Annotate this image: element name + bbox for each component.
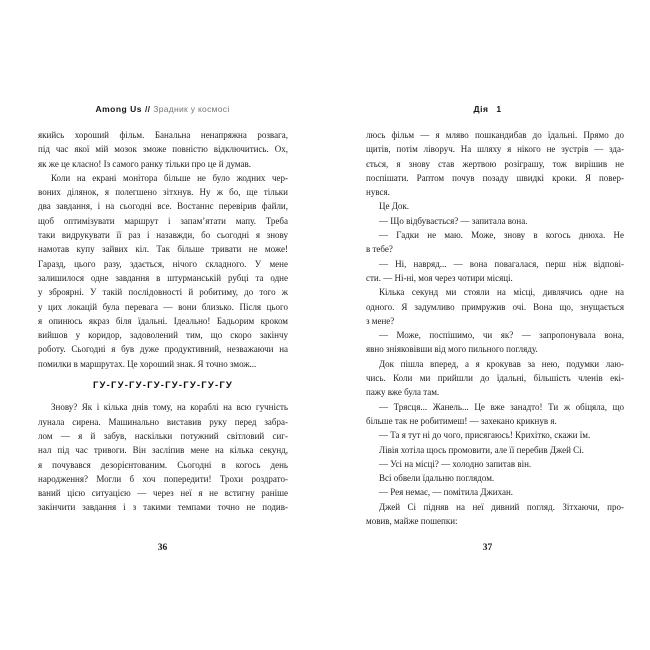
text-line: помилки в маршрутах. Це хороший знак. Я точно змож... [38,358,257,369]
text-line: сти. — Ні-ні, моя через чотири місяці. [366,272,513,283]
page-number-left: 36 [157,543,168,553]
text-line: — Та я тут ні до чого, присягаюсь! Крихітко, скажи їм. [379,430,591,441]
text-line: мовив, майже пошепки: [366,516,458,527]
text-line: Кілька секунд ми стояли на місці, дивлячись одне на [379,287,624,298]
act-number: 1 [496,104,502,114]
text-line: — Що відбувається? — запитала вона. [379,215,528,226]
text-line: щитів, потім ліворуч. На шляху я нікого не зустрів — зда- [366,144,624,155]
page-body-left [38,128,288,515]
text-line: у зброярні. У такій послідовності й робитиму, до того ж [38,287,288,298]
text-line: Лівія хотіла щось промовити, але її перебив Джей Сі. [379,444,584,455]
page-body-right [366,128,624,528]
text-line: лом — я й забув, наскільки потужний світловий сиг- [38,430,288,441]
text-line: більше так не робитимеш! — захекано крикнув я. [366,415,557,426]
text-line: вийшов у коридор, задоволений тим, що скоро закінчу [38,330,288,341]
text-line: явно зніяковівши від мого пильного погляду. [366,344,538,355]
running-head-separator: // [144,104,151,114]
running-head-right [325,104,650,114]
text-line: чись. Коли ми прийшли до їдальні, більшість членів екі- [366,373,624,384]
text-line: я опинюсь якраз біля їдальні. Ідеально! Бадьорим кроком [38,315,288,326]
text-line: воних ділянок, я полегшено зітхнув. Ну ж бо, ще тільки [38,187,288,198]
text-line: з мене? [366,315,395,326]
text-line: під час якої мій мозок зможе повністю відключитись. Ох, [38,144,288,155]
text-line: Док пішла вперед, а я крокував за нею, подумки лаю- [379,358,624,369]
text-line: Джей Сі підняв на неї дивний погляд. Зітхаючи, про- [379,501,624,512]
text-line: — Гадки не маю. Може, знову в когось днюха. Не [379,230,624,241]
text-line: лунала сирена. Машинально виставив руку перед забра- [38,416,288,427]
text-line: щоб оптимізувати маршрут і запам’ятати мапу. Треба [38,215,288,226]
text-line: нувся. [366,187,390,198]
text-line: люсь фільм — я мляво пошкандибав до їдальні. Прямо до [366,130,624,140]
text-line: роботу. Сьогодні я був дуже продуктивний, незважаючи на [38,344,288,355]
text-line: якийсь хороший фільм. Банальна ненапряжна розвага, [38,130,288,140]
running-head-left [0,104,325,114]
text-line: Це Док. [379,201,410,212]
text-line: у цих локацій була перевага — вони близько. Після цього [38,301,288,312]
text-line: — Трясця... Жанель... Це вже занадто! Ти ж обіцяла, що [379,401,624,412]
text-line: ваний цією ситуацією — через неї я не встигну раніше [38,488,288,499]
page-right [325,0,650,650]
text-line: — Усі на місці? — холодно запитав він. [379,458,532,469]
text-line: нал під час тривоги. Він засліпив мене на кілька секунд, [38,445,288,456]
book-subtitle: Зрадник у космосі [153,104,230,114]
text-line: як же це класно! Із самого ранку тільки про це й думав. [38,158,251,169]
page-number-right: 37 [482,543,493,553]
book-title: Among Us [95,104,142,114]
text-line: народження? Могли б хоч попередити! Трохи роздрато- [38,473,288,484]
text-line: таки видрукувати її раз і назавжди, бо сьогодні я знову [38,230,288,241]
text-line: пажу вже була там. [366,387,440,398]
text-line: два завдання, і на сьогодні все. Востаннє перевірив файли, [38,201,288,212]
text-line: я почувався дезорієнтованим. Сьогодні в когось день [38,459,288,470]
text-line: Гаразд, цього разу, здається, нічого складного. У мене [38,258,288,269]
text-line: закінчити завдання і з такими темпами точно не подив- [38,502,288,513]
text-line: Всі обвели їдальню поглядом. [379,473,495,484]
text-line: — Рея немає, — помітила Джихан. [379,487,514,498]
text-line: одного. Я задумливо примружив очі. Вона що, знущається [366,301,624,312]
text-line: залишилося одне завдання в штурманській рубці та одне [38,272,288,283]
act-label: Дія [473,104,489,114]
text-line: намотав купу зайвих кіл. Так більше тривати не може! [38,244,288,255]
text-line: в тебе? [366,244,393,255]
scene-heading: ГУ-ГУ-ГУ-ГУ-ГУ-ГУ-ГУ-ГУ [92,380,234,392]
text-line: ється, я знову став жертвою розіграшу, тож вирішив не [366,158,624,169]
text-line: Знову? Як і кілька днів тому, на кораблі на всю гучність [51,402,288,413]
text-line: поспішати. Раптом почув позаду швидкі кроки. Я повер- [366,172,624,183]
text-line: — Ні, навряд... — вона повагалася, перш ніж відпові- [379,258,624,269]
text-line: — Може, поспішимо, чи як? — запропонувала вона, [379,330,624,341]
text-line: Коли на екрані монітора більше не було жодних чер- [51,172,288,183]
